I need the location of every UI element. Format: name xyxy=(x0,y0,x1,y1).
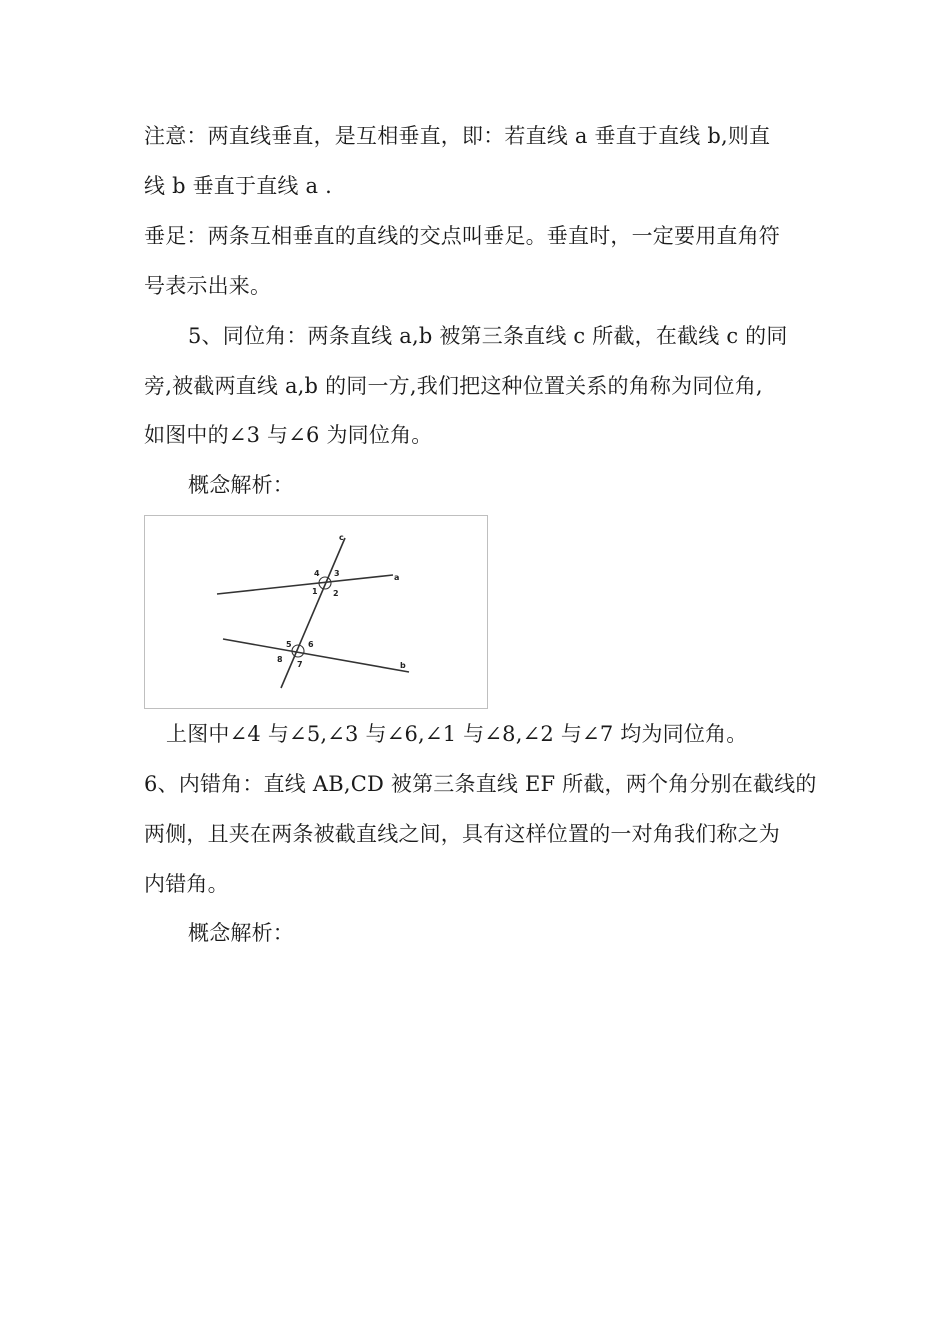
text-line-corresponding-1: 5、同位角：两条直线 a,b 被第三条直线 c 所截，在截线 c 的同 xyxy=(188,324,788,348)
text-line-note-2: 线 b 垂直于直线 a . xyxy=(144,174,332,198)
label-b: b xyxy=(400,661,406,670)
corresponding-angles-diagram xyxy=(145,516,489,710)
concept-analysis-heading-1: 概念解析： xyxy=(188,473,294,497)
concept-analysis-heading-2: 概念解析： xyxy=(188,921,294,945)
text-line-corresponding-2: 旁,被截两直线 a,b 的同一方,我们把这种位置关系的角称为同位角, xyxy=(144,374,763,398)
text-line-figure-caption: 上图中∠4 与∠5,∠3 与∠6,∠1 与∠8,∠2 与∠7 均为同位角。 xyxy=(166,722,748,746)
text-line-corresponding-3: 如图中的∠3 与∠6 为同位角。 xyxy=(144,423,433,447)
line-a xyxy=(217,575,393,594)
label-angle-4: 4 xyxy=(314,569,320,578)
transversal-line-c xyxy=(281,538,345,688)
label-angle-5: 5 xyxy=(286,640,292,649)
text-line-alternate-1: 6、内错角：直线 AB,CD 被第三条直线 EF 所截，两个角分别在截线的 xyxy=(144,772,817,796)
line-b xyxy=(223,639,409,672)
corresponding-angles-figure xyxy=(144,515,488,709)
text-line-foot-2: 号表示出来。 xyxy=(144,274,272,298)
label-angle-7: 7 xyxy=(297,660,303,669)
text-line-alternate-2: 两侧，且夹在两条被截直线之间，具有这样位置的一对角我们称之为 xyxy=(144,822,780,846)
text-line-alternate-3: 内错角。 xyxy=(144,872,229,896)
label-angle-3: 3 xyxy=(334,569,340,578)
text-line-foot-1: 垂足：两条互相垂直的直线的交点叫垂足。垂直时，一定要用直角符 xyxy=(144,224,780,248)
label-angle-2: 2 xyxy=(333,589,339,598)
text-line-note-1: 注意：两直线垂直，是互相垂直，即：若直线 a 垂直于直线 b,则直 xyxy=(144,124,771,148)
label-angle-6: 6 xyxy=(308,640,314,649)
label-c: c xyxy=(339,533,344,542)
label-angle-1: 1 xyxy=(312,587,318,596)
label-a: a xyxy=(394,573,400,582)
label-angle-8: 8 xyxy=(277,655,283,664)
